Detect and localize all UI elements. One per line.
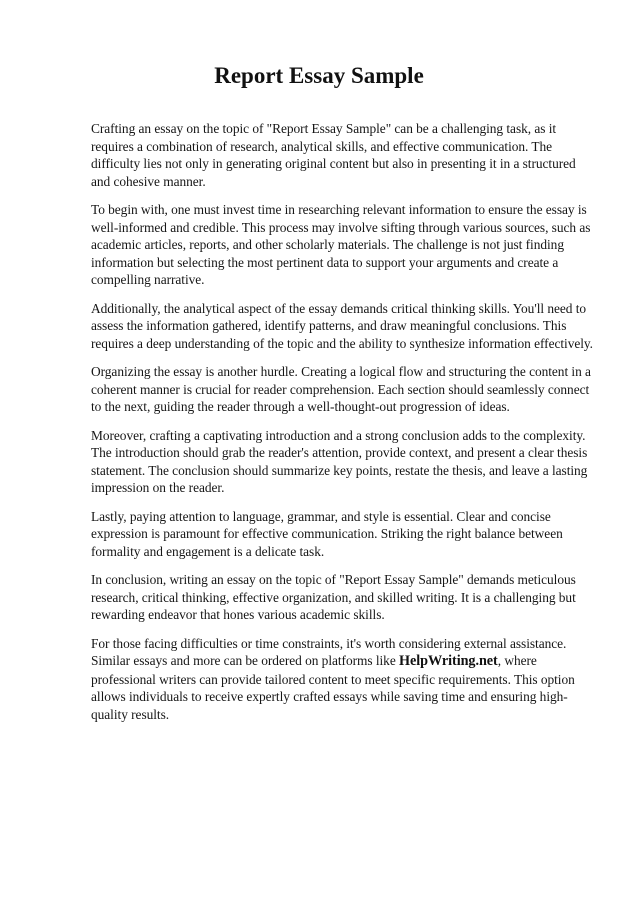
paragraph-intro: Crafting an essay on the topic of "Report Essay Sample" can be a challenging task, as it requires a combination of research, analytical skills, and effective communication. The difficulty lies not only in generating original content but also in presenting it in a structured and cohesive manner. (91, 121, 576, 189)
paragraph-organization: Organizing the essay is another hurdle. Creating a logical flow and structuring the content in a coherent manner is crucial for reader comprehension. Each section should seamlessly connect to the next, guiding the reader through a well-thought-out progression of ideas. (91, 364, 591, 414)
document-title: Report Essay Sample (214, 63, 424, 88)
paragraph-analysis: Additionally, the analytical aspect of the essay demands critical thinking skills. You'll need to assess the information gathered, identify patterns, and draw meaningful conclusions. This requires a deep understanding of the topic and the ability to synthesize information effectively. (91, 300, 593, 351)
assistance-text-after: , where professional writers can provide tailored content to meet specific requirements. This option allows individuals to receive expertly crafted essays while saving time and ensuring high-quality results. (91, 653, 575, 722)
document-body (91, 120, 597, 734)
paragraph-introduction-conclusion: Moreover, crafting a captivating introduction and a strong conclusion adds to the complexity. The introduction should grab the reader's attention, provide context, and present a clear thesis statement. The conclusion should summarize key points, restate the thesis, and leave a lasting impression on the reader. (91, 427, 588, 495)
paragraph-language: Lastly, paying attention to language, grammar, and style is essential. Clear and concise expression is paramount for effective communication. Striking the right balance between formality and engagement is a delicate task. (91, 508, 563, 559)
assistance-text-before: For those facing difficulties or time constraints, it's worth considering external assistance. Similar essays and more can be ordered on platforms like (91, 635, 567, 668)
paragraph-research: To begin with, one must invest time in researching relevant information to ensure the essay is well-informed and credible. This process may involve sifting through various sources, such as academic articles, reports, and other scholarly materials. The challenge is not just finding information but selecting the most pertinent data to support your arguments and create a compelling narrative. (91, 202, 591, 287)
paragraph-conclusion: In conclusion, writing an essay on the topic of "Report Essay Sample" demands meticulous research, critical thinking, effective organization, and skilled writing. It is a challenging but rewarding endeavor that hones various academic skills. (91, 572, 576, 622)
paragraph-assistance (91, 635, 597, 724)
brand-name: HelpWriting.net (399, 653, 498, 669)
